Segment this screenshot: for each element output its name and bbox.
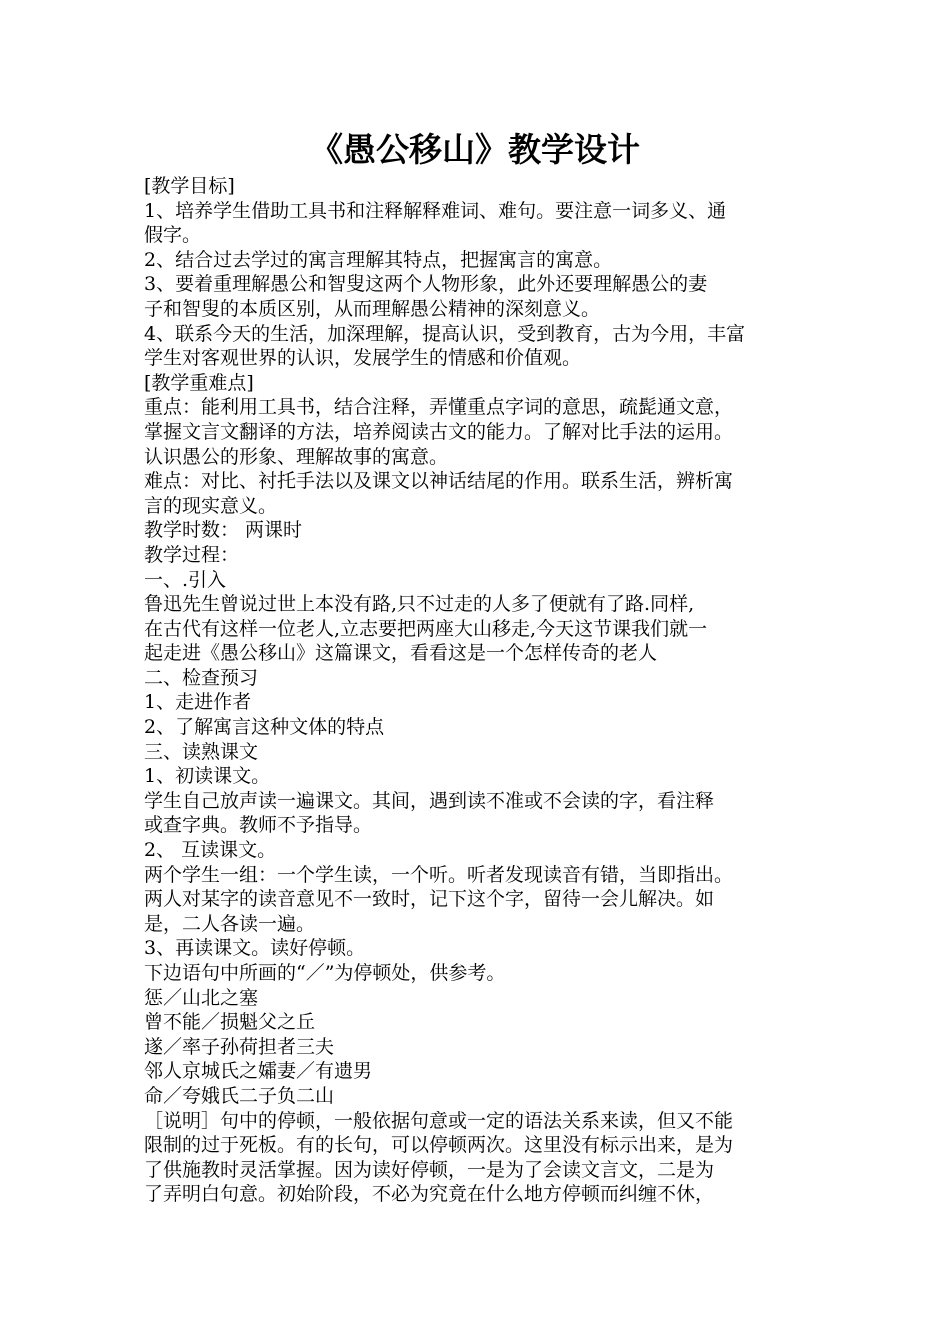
text-line: 曾不能／损魁父之丘	[144, 1011, 316, 1034]
text-line: 教学时数： 两课时	[144, 519, 303, 542]
text-line: 教学过程：	[144, 543, 240, 566]
text-line: 1、初读课文。	[144, 765, 271, 788]
text-line: 1、培养学生借助工具书和注释解释难词、难句。要注意一词多义、通	[144, 199, 727, 222]
text-line: 子和智叟的本质区别，从而理解愚公精神的深刻意义。	[144, 297, 601, 320]
text-line: 2、 互读课文。	[144, 839, 277, 862]
text-line: 鲁迅先生曾说过世上本没有路,只不过走的人多了便就有了路.同样,	[144, 593, 695, 616]
text-line: 认识愚公的形象、理解故事的寓意。	[144, 445, 449, 468]
text-line: 4、联系今天的生活，加深理解，提高认识，受到教育，古为今用，丰富	[144, 322, 746, 345]
text-line: 起走进《愚公移山》这篇课文，看看这是一个怎样传奇的老人	[144, 642, 658, 665]
text-line: 2、结合过去学过的寓言理解其特点，把握寓言的寓意。	[144, 248, 613, 271]
text-line: 学生自己放声读一遍课文。其间，遇到读不准或不会读的字，看注释	[144, 789, 715, 812]
text-line: 是，二人各读一遍。	[144, 912, 316, 935]
text-line: 二、检查预习	[144, 666, 259, 689]
text-line: 一、.引入	[144, 568, 227, 591]
text-line: 1、走进作者	[144, 691, 252, 714]
document-title: 《愚公移山》教学设计	[310, 130, 640, 169]
text-line: 或查字典。教师不予指导。	[144, 814, 373, 837]
text-line: 限制的过于死板。有的长句，可以停顿两次。这里没有标示出来，是为	[144, 1134, 734, 1157]
text-line: 惩／山北之塞	[144, 986, 259, 1009]
text-line: 假字。	[144, 224, 202, 247]
text-line: [教学目标]	[144, 175, 235, 197]
text-line: 下边语句中所画的“／”为停顿处，供参考。	[144, 962, 506, 984]
text-line: 了供施教时灵活掌握。因为读好停顿，一是为了会读文言文，二是为	[144, 1158, 715, 1181]
text-line: 两个学生一组：一个学生读，一个听。听者发现读音有错，当即指出。	[144, 863, 734, 886]
text-line: [教学重难点]	[144, 371, 254, 394]
text-line: 2、了解寓言这种文体的特点	[144, 716, 385, 739]
document-body	[144, 174, 824, 1207]
text-line: 在古代有这样一位老人,立志要把两座大山移走,今天这节课我们就一	[144, 617, 708, 640]
text-line: 重点：能利用工具书，结合注释，弄懂重点字词的意思，疏髭通文意，	[144, 396, 734, 419]
text-line: 了弄明白句意。初始阶段，不必为究竟在什么地方停顿而纠缠不休，	[144, 1183, 715, 1206]
text-line: 3、再读课文。读好停顿。	[144, 937, 366, 960]
text-line: 言的现实意义。	[144, 494, 278, 517]
text-line: 难点：对比、衬托手法以及课文以神话结尾的作用。联系生活，辨析寓	[144, 470, 734, 493]
text-line: 邻人京城氏之孀妻／有遗男	[144, 1060, 373, 1083]
text-line: 学生对客观世界的认识，发展学生的情感和价值观。	[144, 347, 582, 370]
text-line: 三、读熟课文	[144, 740, 259, 763]
text-line: ［说明］句中的停顿，一般依据句意或一定的语法关系来读，但又不能	[144, 1109, 734, 1132]
text-line: 遂／率子孙荷担者三夫	[144, 1035, 335, 1058]
text-line: 3、要着重理解愚公和智叟这两个人物形象，此外还要理解愚公的妻	[144, 273, 708, 296]
text-line: 掌握文言文翻译的方法，培养阅读古文的能力。了解对比手法的运用。	[144, 420, 734, 443]
text-line: 两人对某字的读音意见不一致时，记下这个字，留待一会儿解决。如	[144, 888, 715, 911]
text-line: 命／夸娥氏二子负二山	[144, 1084, 335, 1107]
